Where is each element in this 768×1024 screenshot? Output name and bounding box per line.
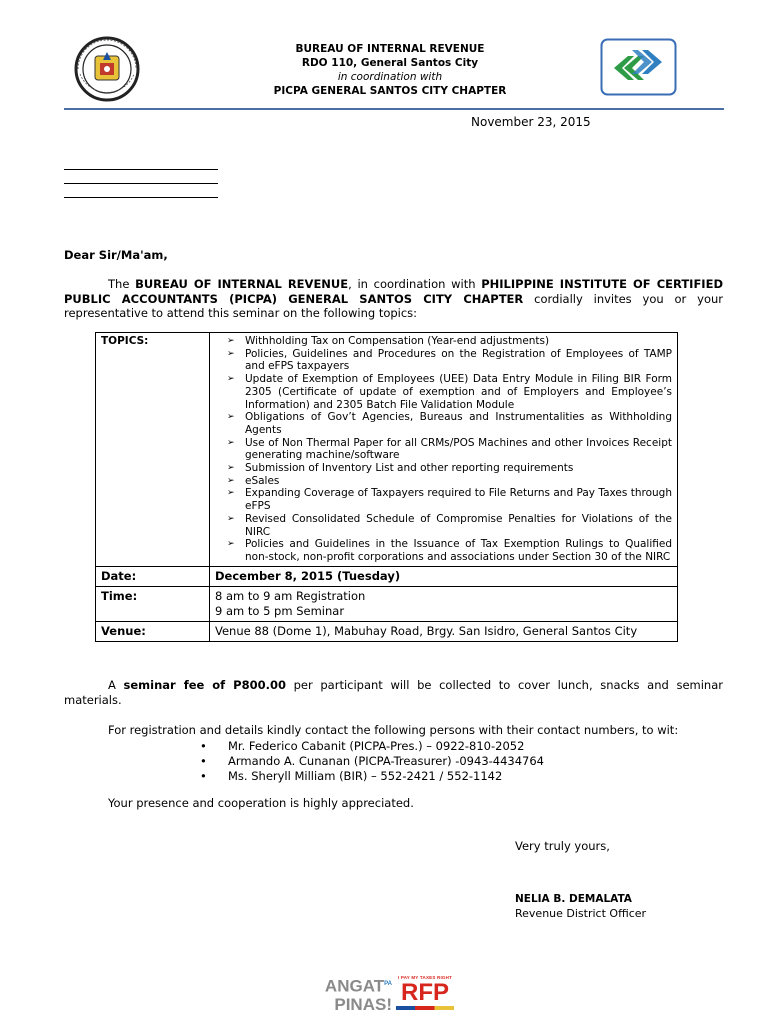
contact-item: • Mr. Federico Cabanit (PICPA-Pres.) – 0922-810-2052 <box>200 739 544 754</box>
rfp-logo <box>396 975 454 1015</box>
letterhead-line-1: BUREAU OF INTERNAL REVENUE <box>295 43 485 55</box>
closing-text: Very truly yours, <box>515 839 610 853</box>
angat-text: ANGAT <box>324 976 385 996</box>
contact-item: • Ms. Sheryll Milliam (BIR) – 552-2421 / 552-1142 <box>200 769 544 784</box>
letter-date: November 23, 2015 <box>471 115 591 129</box>
intro-text-pre: The <box>108 277 136 291</box>
topics-label: TOPICS: <box>96 333 210 567</box>
letterhead-line-4: PICPA GENERAL SANTOS CITY CHAPTER <box>273 85 507 97</box>
time-registration: 8 am to 9 am Registration <box>215 588 366 603</box>
appreciation-text: Your presence and cooperation is highly appreciated. <box>108 796 414 810</box>
rfp-stripe <box>396 1006 454 1010</box>
registration-intro: For registration and details kindly contact the following persons with their contact numbers, to wit: <box>108 723 679 737</box>
date-label: Date: <box>96 566 210 586</box>
topic-item: ➢ Policies and Guidelines in the Issuance of Tax Exemption Rulings to Qualified non-stock, non-profit corporations and associations under Section 30 of the NIRC <box>215 538 672 563</box>
topic-item: ➢ Submission of Inventory List and other reporting requirements <box>215 462 672 475</box>
venue-label: Venue: <box>96 621 210 641</box>
addressee-blank-line-2 <box>64 183 218 184</box>
fee-text-pre: A <box>108 678 124 692</box>
topics-cell <box>210 333 678 567</box>
angat-pinas-logo <box>306 975 392 1015</box>
date-value: December 8, 2015 (Tuesday) <box>210 566 678 586</box>
contact-item: • Armando A. Cunanan (PICPA-Treasurer) -0943-4434764 <box>200 754 544 769</box>
time-seminar: 9 am to 5 pm Seminar <box>215 603 345 618</box>
intro-org-bir: BUREAU OF INTERNAL REVENUE <box>135 277 349 291</box>
seminar-details-table <box>95 332 678 642</box>
topics-row <box>96 333 678 567</box>
rfp-mark: RFP <box>401 979 449 1006</box>
addressee-blank-line-3 <box>64 197 218 198</box>
topic-item: ➢ Expanding Coverage of Taxpayers required to File Returns and Pay Taxes through eFPS <box>215 487 672 512</box>
angat-pa-text: PA <box>384 981 392 987</box>
topic-item: ➢ Obligations of Gov’t Agencies, Bureaus and Instrumentalities as Withholding Agents <box>215 411 672 436</box>
pinas-text: PINAS! <box>334 994 392 1014</box>
letterhead-line-3: in coordination with <box>337 71 443 83</box>
fee-text-post: per participant will be collected to cover lunch, snacks and seminar materials. <box>64 678 723 707</box>
venue-value: Venue 88 (Dome 1), Mabuhay Road, Brgy. San Isidro, General Santos City <box>210 621 678 641</box>
date-row <box>96 566 678 586</box>
intro-paragraph <box>64 277 723 321</box>
topics-list <box>215 335 672 564</box>
time-value <box>210 586 678 621</box>
topic-item: ➢ Revised Consolidated Schedule of Compromise Penalties for Violations of the NIRC <box>215 513 672 538</box>
topic-item: ➢ Withholding Tax on Compensation (Year-end adjustments) <box>215 335 672 348</box>
intro-text-mid: , in coordination with <box>348 277 482 291</box>
topic-item: ➢ Use of Non Thermal Paper for all CRMs/POS Machines and other Invoices Receipt generating machine/software <box>215 437 672 462</box>
time-row <box>96 586 678 621</box>
topic-item: ➢ Update of Exemption of Employees (UEE) Data Entry Module in Filing BIR Form 2305 (Certificate of update of exemption and of Employers and Employee’s Information) and 2305 Batch File Validation Module <box>215 373 672 411</box>
signatory-title: Revenue District Officer <box>515 907 647 920</box>
contacts-list <box>200 739 544 783</box>
letterhead <box>180 42 600 98</box>
time-label: Time: <box>96 586 210 621</box>
rfp-tagline: I PAY MY TAXES RIGHT <box>397 975 452 980</box>
venue-row <box>96 621 678 641</box>
fee-paragraph <box>64 678 723 707</box>
topic-item: ➢ eSales <box>215 475 672 488</box>
intro-text-post: cordially invites you or your representative to attend this seminar on the following topics: <box>64 291 724 320</box>
picpa-arrows-logo <box>600 38 677 96</box>
topic-item: ➢ Policies, Guidelines and Procedures on the Registration of Employees of TAMP and eFPS taxpayers <box>215 348 672 373</box>
header-divider <box>64 108 724 110</box>
bir-seal-logo <box>64 36 150 102</box>
fee-amount: seminar fee of P800.00 <box>123 678 286 692</box>
signatory-name: NELIA B. DEMALATA <box>515 893 632 905</box>
addressee-blank-line-1 <box>64 169 218 170</box>
salutation: Dear Sir/Ma'am, <box>64 248 168 262</box>
letterhead-line-2: RDO 110, General Santos City <box>301 57 479 69</box>
intro-org-picpa: PHILIPPINE INSTITUTE OF CERTIFIED PUBLIC ACCOUNTANTS (PICPA) GENERAL SANTOS CITY CHAPTER <box>64 277 723 306</box>
